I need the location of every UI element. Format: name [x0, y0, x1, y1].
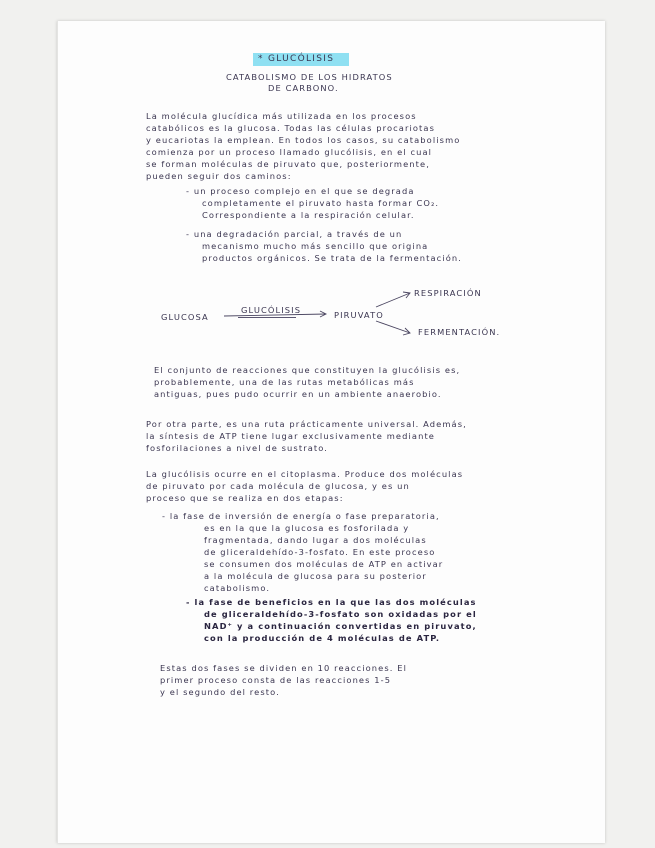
intro-line: catabólicos es la glucosa. Todas las células procariotas — [146, 123, 436, 133]
para3-line: La glucólisis ocurre en el citoplasma. Produce dos moléculas — [146, 469, 464, 479]
diagram-glucolisis-label: GLUCÓLISIS — [241, 305, 302, 315]
diagram-respiracion: RESPIRACIÓN — [414, 288, 482, 298]
phase1-line: se consumen dos moléculas de ATP en activar — [204, 559, 444, 569]
path-2-line: mecanismo mucho más sencillo que origina — [202, 241, 429, 251]
diagram-glucosa: GLUCOSA — [161, 312, 209, 322]
path-2-line: productos orgánicos. Se trata de la fermentación. — [202, 253, 463, 263]
para2-line: fosforilaciones a nivel de sustrato. — [146, 443, 329, 453]
para1-line: probablemente, una de las rutas metabólicas más — [154, 377, 415, 387]
subtitle-line-2: DE CARBONO. — [268, 83, 339, 93]
phase1-line: - la fase de inversión de energía o fase preparatoria, — [162, 511, 440, 521]
path-1-line: - un proceso complejo en el que se degrada — [186, 186, 415, 196]
phase1-line: catabolismo. — [204, 583, 271, 593]
phase1-line: es en la que la glucosa es fosforilada y — [204, 523, 410, 533]
phase1-line: de gliceraldehído-3-fosfato. En este proceso — [204, 547, 436, 557]
phase2-line: de gliceraldehído-3-fosfato son oxidadas por el — [204, 609, 477, 619]
path-2-line: - una degradación parcial, a través de un — [186, 229, 403, 239]
para1-line: antiguas, pues pudo ocurrir en un ambiente anaerobio. — [154, 389, 442, 399]
intro-line: La molécula glucídica más utilizada en los procesos — [146, 111, 417, 121]
intro-line: comienza por un proceso llamado glucólisis, en el cual — [146, 147, 433, 157]
path-1-line: Correspondiente a la respiración celular. — [202, 210, 415, 220]
closing-line: y el segundo del resto. — [160, 687, 280, 697]
phase1-line: a la molécula de glucosa para su posterior — [204, 571, 427, 581]
phase2-line: con la producción de 4 moléculas de ATP. — [204, 633, 441, 643]
subtitle-line-1: CATABOLISMO DE LOS HIDRATOS — [226, 72, 393, 82]
para1-line: El conjunto de reacciones que constituyen la glucólisis es, — [154, 365, 461, 375]
diagram-piruvato: PIRUVATO — [334, 310, 384, 320]
page-title: * GLUCÓLISIS — [258, 54, 335, 64]
notebook-page — [57, 21, 605, 843]
para2-line: Por otra parte, es una ruta prácticamente universal. Además, — [146, 419, 467, 429]
intro-line: pueden seguir dos caminos: — [146, 171, 292, 181]
intro-line: y eucariotas la emplean. En todos los casos, su catabolismo — [146, 135, 461, 145]
para3-line: proceso que se realiza en dos etapas: — [146, 493, 344, 503]
diagram-fermentacion: FERMENTACIÓN. — [418, 327, 501, 337]
para3-line: de piruvato por cada molécula de glucosa, y es un — [146, 481, 410, 491]
phase2-line: - la fase de beneficios en la que las dos moléculas — [186, 597, 477, 607]
phase2-line: NAD⁺ y a continuación convertidas en piruvato, — [204, 621, 477, 631]
path-1-line: completamente el piruvato hasta formar CO₂. — [202, 198, 440, 208]
phase1-line: fragmentada, dando lugar a dos moléculas — [204, 535, 427, 545]
para2-line: la síntesis de ATP tiene lugar exclusivamente mediante — [146, 431, 436, 441]
closing-line: Estas dos fases se dividen en 10 reacciones. El — [160, 663, 408, 673]
closing-line: primer proceso consta de las reacciones 1-5 — [160, 675, 392, 685]
intro-line: se forman moléculas de piruvato que, posteriormente, — [146, 159, 430, 169]
